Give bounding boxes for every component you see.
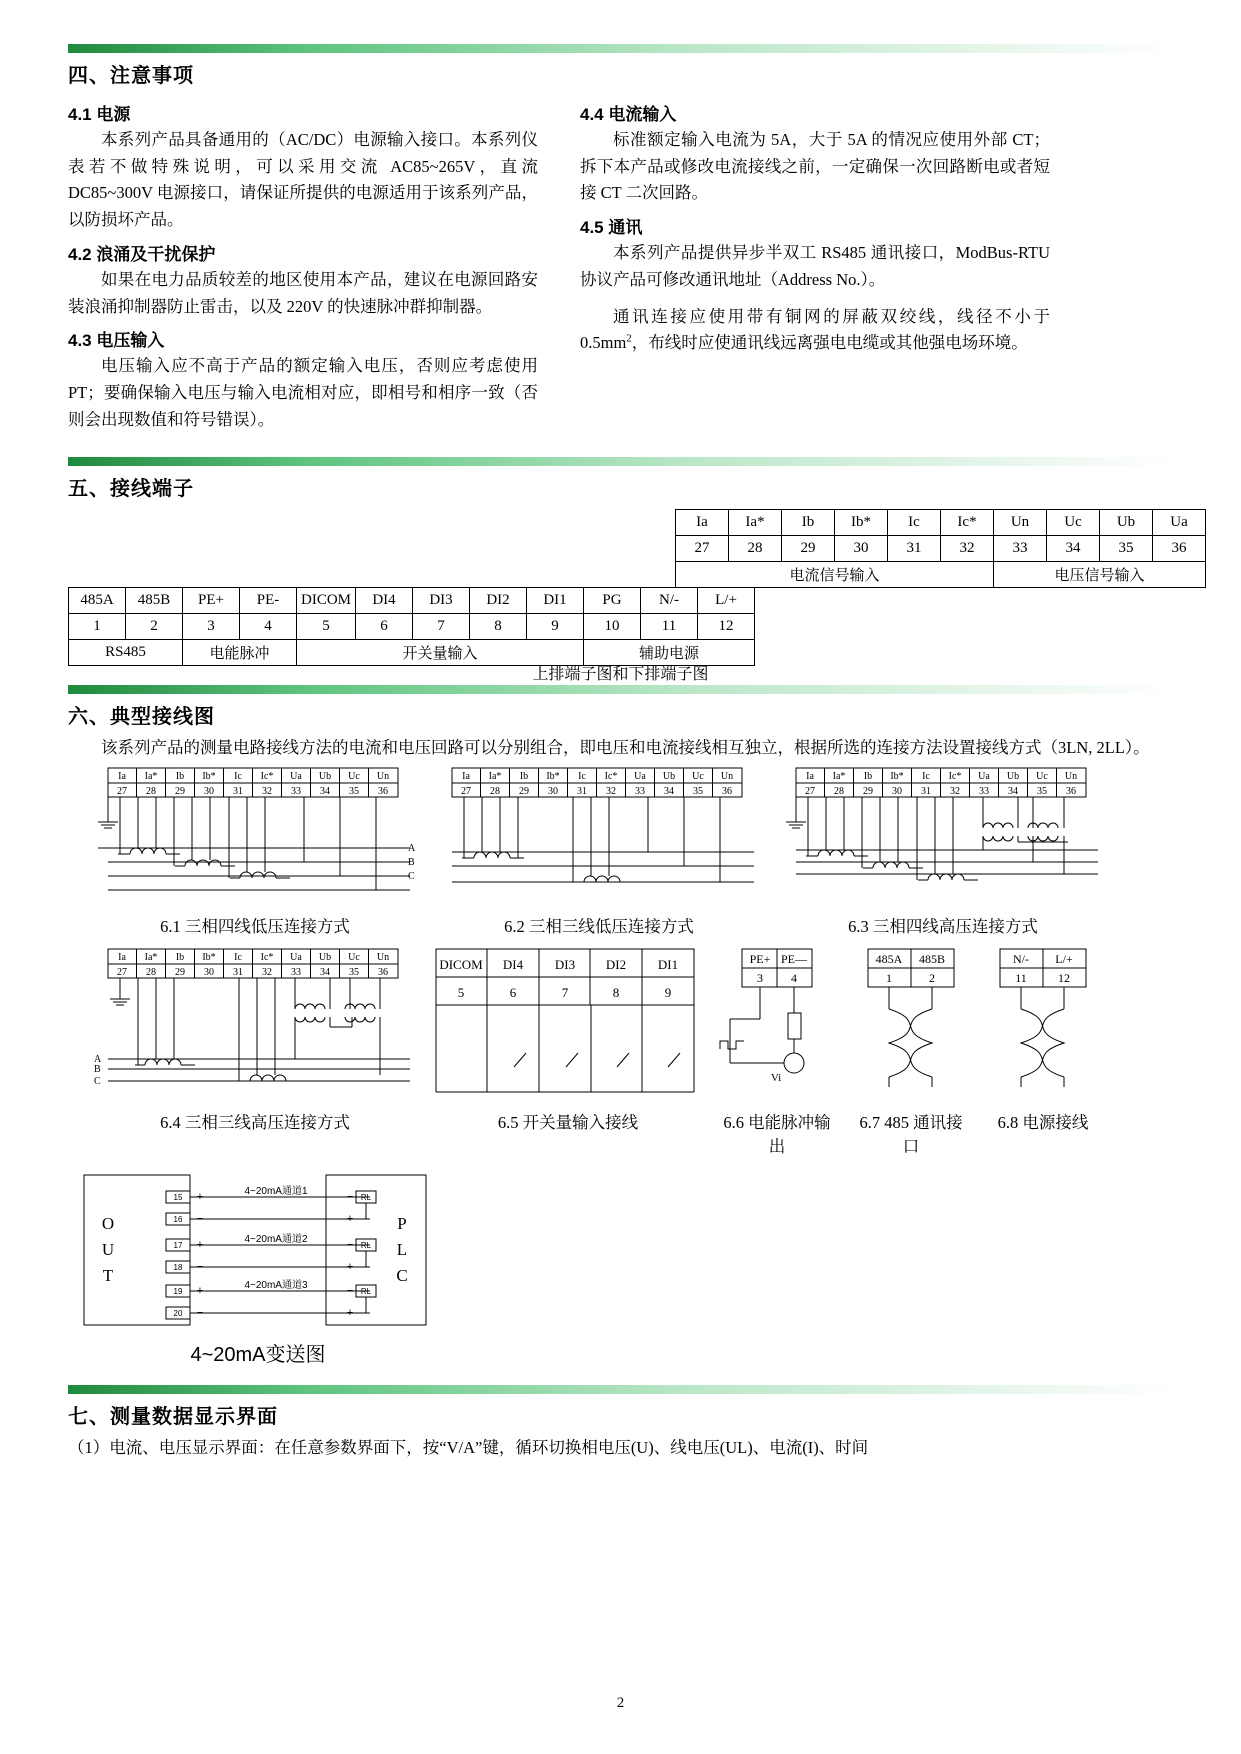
section4-columns: [68, 94, 1173, 435]
out-label-u: U: [101, 1240, 115, 1260]
section-divider-5: [68, 457, 1173, 466]
terminal-number: 32: [262, 967, 272, 979]
section-heading-7: 七、测量数据显示界面: [68, 1406, 278, 1429]
terminal-number: 32: [606, 786, 616, 798]
terminal-label: DI1: [527, 588, 584, 614]
section-heading-5: 五、接线端子: [68, 478, 194, 501]
di-label: DI2: [605, 957, 627, 973]
terminal-label: 485A: [69, 588, 126, 614]
terminal-number: 32: [262, 786, 272, 798]
terminal-label: Uc: [1036, 771, 1048, 783]
terminal-label: Ia*: [832, 771, 846, 783]
terminal-label: DI2: [470, 588, 527, 614]
terminal-label: Ia*: [144, 952, 158, 964]
terminal-label: Ic: [578, 771, 586, 783]
lower-terminal-table: [68, 587, 755, 666]
terminal-label: PG: [584, 588, 641, 614]
subheading-4-5: 4.5 通讯: [580, 218, 643, 238]
terminal-label: Ub: [318, 952, 332, 964]
terminal-number: 36: [1153, 536, 1206, 562]
terminal-number: 12: [698, 614, 755, 640]
terminal-label: L/+: [698, 588, 755, 614]
terminal-number: 30: [892, 786, 902, 798]
terminal-label: Ua: [290, 771, 302, 783]
terminal-number: 28: [729, 536, 782, 562]
svg-text:+: +: [346, 1261, 354, 1274]
terminal-number: 9: [527, 614, 584, 640]
terminal-label: Ib: [175, 771, 185, 783]
caption-6-4: 6.4 三相三线高压连接方式: [160, 1113, 350, 1133]
terminal-group: 电能脉冲: [183, 640, 297, 666]
terminal-group: 辅助电源: [584, 640, 755, 666]
svg-text:−: −: [346, 1191, 354, 1204]
terminal-label: 485B: [126, 588, 183, 614]
phase-label-B: B: [408, 857, 415, 869]
ao-terminal-number: 19: [173, 1287, 183, 1297]
terminal-number: 31: [233, 967, 243, 979]
diagram-6-3: [778, 766, 1108, 911]
terminal-label: Ub: [318, 771, 332, 783]
terminal-label: Ub: [1100, 510, 1153, 536]
terminal-number: 31: [233, 786, 243, 798]
terminal-number: 3: [183, 614, 240, 640]
channel-label-2: 4~20mA通道2: [244, 1234, 308, 1246]
terminal-label: Un: [720, 771, 734, 783]
load-label-2: RL: [360, 1241, 372, 1251]
terminal-label: Ic: [922, 771, 930, 783]
terminal-number: 36: [378, 967, 388, 979]
paragraph-7-1: （1）电流、电压显示界面：在任意参数界面下，按“V/A”键，循环切换相电压(U)、线电压(UL)、电流(I)、时间: [68, 1438, 869, 1458]
terminal-label: Ia*: [729, 510, 782, 536]
svg-text:−: −: [346, 1285, 354, 1298]
terminal-number: 33: [291, 786, 301, 798]
terminal-label: Ib*: [835, 510, 888, 536]
terminal-number: 1: [69, 614, 126, 640]
caption-6-8: 6.8 电源接线: [997, 1113, 1089, 1133]
terminal-label: Ic*: [948, 771, 962, 783]
terminal-number: 36: [378, 786, 388, 798]
paragraph-4-2: 如果在电力品质较差的地区使用本产品，建议在电源回路安装浪涌抑制器防止雷击，以及 220V 的快速脉冲群抑制器。: [68, 269, 538, 316]
terminal-group: 电压信号输入: [994, 562, 1206, 588]
terminal-label: PE+: [749, 952, 771, 967]
di-label: DI1: [657, 957, 679, 973]
table-row: [676, 510, 1206, 536]
terminal-label: PE—: [780, 952, 808, 967]
di-number: 6: [509, 985, 517, 1001]
terminal-label: Ic: [234, 952, 242, 964]
subheading-4-1: 4.1 电源: [68, 105, 131, 124]
terminal-label: Uc: [348, 771, 360, 783]
svg-text:+: +: [346, 1307, 354, 1320]
terminal-number: 27: [117, 786, 127, 798]
svg-text:+: +: [196, 1191, 204, 1204]
caption-6-1: 6.1 三相四线低压连接方式: [160, 917, 350, 937]
terminal-number: 33: [979, 786, 989, 798]
terminal-number: 30: [204, 967, 214, 979]
terminal-caption: 上排端子图和下排端子图: [532, 666, 709, 684]
diagram-row-2: [90, 947, 1173, 1107]
diagram-6-7: [852, 947, 970, 1107]
terminal-number: 29: [863, 786, 873, 798]
terminal-number: 35: [349, 786, 359, 798]
diagram-caption-row-2: [90, 1107, 1173, 1157]
terminal-number: 27: [676, 536, 729, 562]
paragraph-4-1: 本系列产品具备通用的（AC/DC）电源输入接口。本系列仪表若不做特殊说明，可以采用交流 AC85~265V，直流 DC85~300V 电源接口，请保证所提供的电源适用于该系列产品，以防损坏产品。: [68, 130, 538, 230]
terminal-label: Ua: [1153, 510, 1206, 536]
terminal-number: 34: [1008, 786, 1018, 798]
source-label: Vi: [770, 1072, 782, 1085]
terminal-number: 6: [356, 614, 413, 640]
page-content: [68, 44, 1188, 1464]
terminal-label: Un: [376, 771, 390, 783]
terminal-label: L/+: [1055, 952, 1073, 967]
di-label: DICOM: [439, 957, 483, 973]
terminal-label: Ib*: [202, 952, 216, 964]
terminal-label: PE-: [240, 588, 297, 614]
terminal-number: 33: [994, 536, 1047, 562]
terminal-number: 31: [888, 536, 941, 562]
paragraph-4-5-b-part2: ，布线时应使通讯线远离强电电缆或其他强电场环境。: [631, 333, 1028, 353]
terminal-number: 10: [584, 614, 641, 640]
terminal-number: 36: [722, 786, 732, 798]
diagram-row-3: [78, 1171, 1173, 1367]
diagram-ao-transmitter: [78, 1171, 438, 1336]
terminal-label: Ib: [782, 510, 835, 536]
svg-text:−: −: [196, 1307, 204, 1320]
terminal-label: Uc: [1047, 510, 1100, 536]
channel-label-1: 4~20mA通道1: [244, 1186, 308, 1198]
terminal-number: 34: [320, 967, 330, 979]
terminal-label: Ib: [863, 771, 873, 783]
terminal-label: Ia: [676, 510, 729, 536]
terminal-label: Un: [1064, 771, 1078, 783]
section-divider-4: [68, 44, 1173, 53]
diagram-row-1: [90, 766, 1173, 911]
terminal-number: 29: [175, 967, 185, 979]
di-number: 8: [612, 985, 620, 1001]
ao-terminal-number: 18: [173, 1263, 183, 1273]
terminal-label: Uc: [348, 952, 360, 964]
caption-ao: 4~20mA变送图: [190, 1344, 326, 1367]
terminal-number: 35: [1037, 786, 1047, 798]
terminal-number: 33: [291, 967, 301, 979]
caption-6-6: 6.6 电能脉冲输出: [723, 1113, 831, 1157]
section4-right-column: [580, 94, 1050, 435]
terminal-label: Ub: [1006, 771, 1020, 783]
load-label-3: RL: [360, 1287, 372, 1297]
terminal-number: 35: [349, 967, 359, 979]
terminal-label: Ib*: [546, 771, 560, 783]
terminal-number: 4: [791, 971, 797, 986]
terminal-label: Ub: [662, 771, 676, 783]
terminal-group: RS485: [69, 640, 183, 666]
svg-text:+: +: [196, 1285, 204, 1298]
terminal-number: 34: [1047, 536, 1100, 562]
subheading-4-3: 4.3 电压输入: [68, 331, 165, 351]
terminal-label: Ia: [806, 771, 814, 783]
section-divider-6: [68, 685, 1173, 694]
terminal-label: Ia*: [144, 771, 158, 783]
phase-label-C-64: C: [94, 1076, 101, 1088]
plc-label-l: L: [396, 1240, 408, 1260]
terminal-number: 28: [146, 786, 156, 798]
page-number: 2: [616, 1695, 625, 1711]
terminal-label: Ic: [888, 510, 941, 536]
upper-terminal-table: [675, 509, 1206, 588]
terminal-label: Ib*: [202, 771, 216, 783]
caption-6-7: 6.7 485 通讯接口: [859, 1113, 963, 1157]
channel-label-3: 4~20mA通道3: [244, 1280, 308, 1292]
terminal-number: 29: [782, 536, 835, 562]
terminal-label: 485A: [875, 952, 903, 967]
terminal-label: Ua: [978, 771, 990, 783]
diagram-6-8: [984, 947, 1102, 1107]
terminal-number: 11: [1015, 971, 1027, 986]
terminal-label: N/-: [641, 588, 698, 614]
terminal-number: 29: [175, 786, 185, 798]
ao-terminal-number: 15: [173, 1193, 183, 1203]
di-label: DI3: [554, 957, 576, 973]
terminal-number: 8: [470, 614, 527, 640]
terminal-label: Ib*: [890, 771, 904, 783]
terminal-number: 2: [929, 971, 935, 986]
subheading-4-2: 4.2 浪涌及干扰保护: [68, 244, 216, 264]
diagram-6-2: [434, 766, 764, 911]
terminal-label: Ia: [118, 771, 126, 783]
caption-6-2: 6.2 三相三线低压连接方式: [504, 917, 694, 937]
terminal-label: Ib: [175, 952, 185, 964]
terminal-label: N/-: [1013, 952, 1029, 967]
terminal-number: 12: [1058, 971, 1070, 986]
terminal-label: Ia: [462, 771, 470, 783]
ao-terminal-number: 17: [173, 1241, 183, 1251]
phase-label-A: A: [408, 843, 416, 855]
caption-6-3: 6.3 三相四线高压连接方式: [848, 917, 1038, 937]
terminal-number: 29: [519, 786, 529, 798]
diagram-6-4: [90, 947, 420, 1107]
terminal-label: 485B: [918, 952, 946, 967]
paragraph-6-intro: 该系列产品的测量电路接线方法的电流和电压回路可以分别组合，即电压和电流接线相互独立，根据所选的连接方法设置接线方式（3LN, 2LL）。: [101, 738, 1150, 758]
section-divider-7: [68, 1385, 1173, 1394]
terminal-number: 27: [805, 786, 815, 798]
terminal-label: DI4: [356, 588, 413, 614]
terminal-number: 28: [146, 967, 156, 979]
terminal-label: Ia: [118, 952, 126, 964]
terminal-number: 28: [834, 786, 844, 798]
di-number: 9: [664, 985, 672, 1001]
terminal-number: 7: [413, 614, 470, 640]
section4-left-column: [68, 94, 538, 435]
caption-6-5: 6.5 开关量输入接线: [497, 1113, 639, 1133]
terminal-number: 28: [490, 786, 500, 798]
terminal-number: 27: [117, 967, 127, 979]
terminal-number: 34: [664, 786, 674, 798]
terminal-label: Un: [994, 510, 1047, 536]
terminal-label: DICOM: [297, 588, 356, 614]
paragraph-4-5-b-part1: 通讯连接应使用带有铜网的屏蔽双绞线，线径不小于 0.5mm: [580, 306, 1050, 353]
paragraph-4-5: 本系列产品提供异步半双工 RS485 通讯接口，ModBus-RTU 协议产品可修改通讯地址（Address No.）。: [580, 243, 1050, 289]
paragraph-4-4: 标准额定输入电流为 5A，大于 5A 的情况应使用外部 CT；拆下本产品或修改电流接线之前，一定确保一次回路断电或者短接 CT 二次回路。: [580, 130, 1050, 203]
terminal-number: 4: [240, 614, 297, 640]
out-label-o: O: [101, 1214, 115, 1234]
terminal-number: 30: [548, 786, 558, 798]
diagram-6-5: [434, 947, 702, 1107]
table-row: [676, 536, 1206, 562]
terminal-label: Ic*: [260, 771, 274, 783]
terminal-number: 3: [757, 971, 763, 986]
terminal-label: DI3: [413, 588, 470, 614]
terminal-label: Un: [376, 952, 390, 964]
terminal-label: Ic*: [941, 510, 994, 536]
terminal-label: Ia*: [488, 771, 502, 783]
table-row: [676, 562, 1206, 588]
ao-terminal-number: 16: [173, 1215, 183, 1225]
paragraph-4-3: 电压输入应不高于产品的额定输入电压，否则应考虑使用 PT；要确保输入电压与输入电流相对应，即相号和相序一致（否则会出现数值和符号错误）。: [68, 356, 538, 429]
terminal-diagrams: [68, 509, 1188, 684]
terminal-label: Ic*: [604, 771, 618, 783]
subheading-4-4: 4.4 电流输入: [580, 105, 677, 124]
terminal-number: 35: [693, 786, 703, 798]
out-label-t: T: [102, 1266, 114, 1286]
terminal-group: 开关量输入: [297, 640, 584, 666]
diagram-caption-row-1: [90, 911, 1173, 937]
svg-text:−: −: [196, 1261, 204, 1274]
section-heading-4: 四、注意事项: [68, 65, 194, 87]
paragraph-4-5-b: [580, 304, 1050, 357]
terminal-number: 30: [835, 536, 888, 562]
terminal-label: Ua: [290, 952, 302, 964]
ao-terminal-number: 20: [173, 1309, 183, 1319]
terminal-label: Ic: [234, 771, 242, 783]
terminal-number: 32: [950, 786, 960, 798]
phase-label-C: C: [408, 871, 415, 883]
phase-label-B-64: B: [94, 1064, 101, 1076]
plc-label-c: C: [396, 1266, 408, 1286]
terminal-label: Ic*: [260, 952, 274, 964]
svg-text:−: −: [346, 1239, 354, 1252]
terminal-number: 35: [1100, 536, 1153, 562]
terminal-group: 电流信号输入: [676, 562, 994, 588]
di-number: 7: [561, 985, 569, 1001]
terminal-number: 33: [635, 786, 645, 798]
wiring-diagram-area: [68, 766, 1173, 1367]
terminal-label: Ua: [634, 771, 646, 783]
di-label: DI4: [502, 957, 524, 973]
terminal-number: 27: [461, 786, 471, 798]
svg-text:+: +: [346, 1213, 354, 1226]
terminal-number: 30: [204, 786, 214, 798]
diagram-6-6: [716, 947, 838, 1107]
terminal-number: 36: [1066, 786, 1076, 798]
terminal-number: 1: [886, 971, 892, 986]
terminal-number: 2: [126, 614, 183, 640]
table-row: [69, 588, 755, 614]
terminal-number: 34: [320, 786, 330, 798]
terminal-label: Ib: [519, 771, 529, 783]
svg-text:−: −: [196, 1213, 204, 1226]
phase-label-A-64: A: [94, 1054, 102, 1066]
load-label-1: RL: [360, 1193, 372, 1203]
terminal-number: 11: [641, 614, 698, 640]
plc-label-p: P: [397, 1214, 407, 1234]
di-number: 5: [457, 985, 465, 1001]
terminal-number: 31: [921, 786, 931, 798]
superscript-square: 2: [626, 332, 632, 345]
svg-text:+: +: [196, 1239, 204, 1252]
diagram-6-1: [90, 766, 420, 911]
terminal-label: Uc: [692, 771, 704, 783]
section-heading-6: 六、典型接线图: [68, 706, 215, 729]
terminal-number: 32: [941, 536, 994, 562]
terminal-number: 31: [577, 786, 587, 798]
terminal-number: 5: [297, 614, 356, 640]
table-row: [69, 614, 755, 640]
terminal-label: PE+: [183, 588, 240, 614]
